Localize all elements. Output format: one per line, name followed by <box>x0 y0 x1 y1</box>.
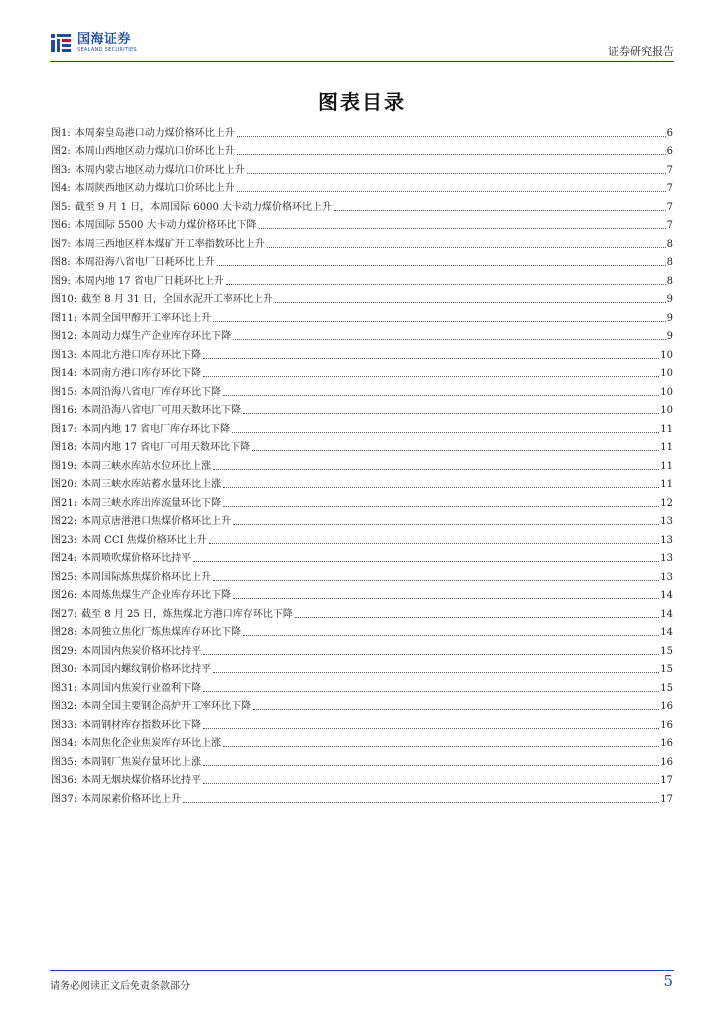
toc-entry-number: 13: <box>61 349 78 361</box>
toc-entry-label: 图 <box>51 627 61 638</box>
toc-entry-page: 6 <box>666 127 673 139</box>
toc-entry[interactable] <box>51 362 673 381</box>
toc-entry[interactable] <box>51 269 673 288</box>
toc-entry-page: 9 <box>666 331 673 342</box>
toc-entry-title: 本周国际 5500 大卡动力煤价格环比下降 <box>74 220 257 231</box>
toc-entry-number: 11: <box>61 312 78 324</box>
toc-leader-dots <box>259 228 666 229</box>
toc-entry-page: 10 <box>660 386 673 398</box>
toc-entry-label: 图 <box>51 775 61 786</box>
toc-entry-page: 13 <box>660 516 673 527</box>
toc-entry-page: 15 <box>660 664 673 675</box>
toc-entry[interactable] <box>51 769 673 788</box>
toc-entry-label: 图 <box>51 534 61 546</box>
toc-entry[interactable] <box>51 454 673 473</box>
toc-entry-label: 图 <box>51 664 61 675</box>
toc-entry[interactable] <box>51 232 673 251</box>
toc-entry-title: 本周京唐港港口焦煤价格环比上升 <box>81 516 232 527</box>
toc-leader-dots <box>243 635 659 636</box>
toc-entry-number: 35: <box>61 756 78 768</box>
toc-entry-label: 图 <box>51 183 61 194</box>
toc-entry[interactable] <box>51 214 673 233</box>
toc-entry-label: 图 <box>51 294 61 305</box>
toc-entry-title: 本周三峡水库站蓄水量环比上涨 <box>81 479 222 490</box>
toc-entry-number: 18: <box>61 442 78 453</box>
toc-entry-title: 本周喷吹煤价格环比持平 <box>81 553 192 564</box>
toc-entry-page: 13 <box>660 571 673 583</box>
toc-entry-title: 本周无烟块煤价格环比持平 <box>81 775 202 786</box>
toc-entry-number: 25: <box>61 571 78 583</box>
toc-entry-number: 30: <box>61 664 78 675</box>
toc-entry-title: 本周北方港口库存环比下降 <box>81 349 202 361</box>
toc-entry-label: 图 <box>51 793 61 805</box>
toc-entry[interactable] <box>51 510 673 529</box>
page-header <box>50 28 674 60</box>
toc-entry-page: 17 <box>660 793 673 805</box>
toc-entry[interactable] <box>51 547 673 566</box>
toc-leader-dots <box>213 580 659 581</box>
toc-entry-label: 图 <box>51 312 61 324</box>
toc-entry[interactable] <box>51 565 673 584</box>
toc-entry-page: 7 <box>666 220 673 231</box>
toc-entry[interactable] <box>51 121 673 140</box>
toc-entry-page: 10 <box>660 368 673 379</box>
toc-entry-page: 7 <box>666 183 673 194</box>
toc-entry-page: 16 <box>660 701 673 712</box>
toc-entry-title: 本周国内螺纹钢价格环比持平 <box>81 664 212 675</box>
toc-entry-label: 图 <box>51 423 61 435</box>
toc-leader-dots <box>252 450 659 451</box>
toc-entry-label: 图 <box>51 442 61 453</box>
toc-entry[interactable] <box>51 436 673 455</box>
toc-leader-dots <box>213 469 659 470</box>
toc-entry[interactable] <box>51 621 673 640</box>
toc-leader-dots <box>217 265 666 266</box>
toc-leader-dots <box>203 654 659 655</box>
toc-entry-page: 8 <box>666 238 673 250</box>
toc-entry-title: 本周内蒙古地区动力煤坑口价环比上升 <box>74 164 245 176</box>
toc-entry[interactable] <box>51 417 673 436</box>
toc-leader-dots <box>233 524 659 525</box>
toc-entry-label: 图 <box>51 405 61 416</box>
toc-entry-label: 图 <box>51 738 61 749</box>
toc-entry-title: 本周国际炼焦煤价格环比上升 <box>81 571 212 583</box>
toc-entry-label: 图 <box>51 146 61 157</box>
toc-entry[interactable] <box>51 195 673 214</box>
toc-entry[interactable] <box>51 602 673 621</box>
toc-entry[interactable] <box>51 158 673 177</box>
toc-entry-page: 14 <box>660 627 673 638</box>
toc-entry-label: 图 <box>51 201 61 213</box>
toc-entry-number: 32: <box>61 701 78 712</box>
toc-entry-title: 截至 9 月 1 日，本周国际 6000 大卡动力煤价格环比上升 <box>74 201 332 213</box>
toc-entry[interactable] <box>51 343 673 362</box>
toc-entry-title: 本周沿海八省电厂日耗环比上升 <box>74 257 215 268</box>
document-type: 证券研究报告 <box>608 45 674 58</box>
toc-entry[interactable] <box>51 676 673 695</box>
toc-entry-number: 16: <box>61 405 78 416</box>
toc-entry-label: 图 <box>51 608 61 620</box>
toc-leader-dots <box>226 284 666 285</box>
toc-leader-dots <box>237 154 666 155</box>
toc-entry[interactable] <box>51 177 673 196</box>
toc-entry-title: 本周独立焦化厂炼焦煤库存环比下降 <box>81 627 242 638</box>
toc-entry-title: 本周全国主要钢企高炉开工率环比下降 <box>81 701 252 712</box>
toc-entry-page: 17 <box>660 775 673 786</box>
toc-leader-dots <box>334 210 666 211</box>
toc-entry-label: 图 <box>51 331 61 342</box>
toc-entry[interactable] <box>51 713 673 732</box>
toc-entry-title: 本周钢材库存指数环比下降 <box>81 719 202 731</box>
toc-entry[interactable] <box>51 251 673 270</box>
toc-entry-number: 23: <box>61 534 78 546</box>
toc-entry-title: 本周沿海八省电厂可用天数环比下降 <box>81 405 242 416</box>
sealand-logo-icon <box>50 32 72 54</box>
toc-entry[interactable] <box>51 732 673 751</box>
toc-entry[interactable] <box>51 399 673 418</box>
toc-entry[interactable] <box>51 584 673 603</box>
toc-entry[interactable] <box>51 325 673 344</box>
toc-entry-page: 13 <box>660 534 673 546</box>
toc-entry-title: 本周国内焦炭价格环比持平 <box>81 645 202 657</box>
toc-leader-dots <box>223 746 659 747</box>
toc-entry-number: 34: <box>61 738 78 749</box>
footer-disclaimer: 请务必阅读正文后免责条款部分 <box>50 981 190 992</box>
toc-entry-number: 3: <box>61 164 71 176</box>
toc-entry-number: 36: <box>61 775 78 786</box>
toc-entry-page: 12 <box>660 497 673 509</box>
toc-entry-title: 本周尿素价格环比上升 <box>81 793 182 805</box>
toc-entry-number: 31: <box>61 682 78 694</box>
toc-entry[interactable] <box>51 140 673 159</box>
toc-entry-label: 图 <box>51 497 61 509</box>
toc-entry-number: 17: <box>61 423 78 435</box>
toc-entry[interactable] <box>51 528 673 547</box>
toc-leader-dots <box>203 376 659 377</box>
toc-entry-label: 图 <box>51 164 61 176</box>
toc-entry-title: 截至 8 月 31 日，全国水泥开工率环比上升 <box>81 294 273 305</box>
toc-entry-page: 10 <box>660 405 673 416</box>
toc-entry-page: 13 <box>660 553 673 564</box>
toc-entry-title: 本周三峡水库出库流量环比下降 <box>81 497 222 509</box>
toc-leader-dots <box>203 358 659 359</box>
toc-entry-page: 8 <box>666 257 673 268</box>
toc-entry[interactable] <box>51 380 673 399</box>
toc-entry[interactable] <box>51 750 673 769</box>
toc-entry-label: 图 <box>51 756 61 768</box>
toc-leader-dots <box>223 395 659 396</box>
toc-leader-dots <box>233 598 659 599</box>
toc-entry-number: 6: <box>61 220 71 231</box>
toc-entry-number: 19: <box>61 460 78 472</box>
toc-entry-number: 1: <box>61 127 71 139</box>
toc-entry[interactable] <box>51 288 673 307</box>
toc-entry-page: 14 <box>660 608 673 620</box>
toc-entry-page: 8 <box>666 275 673 287</box>
toc-leader-dots <box>209 543 660 544</box>
toc-leader-dots <box>183 802 659 803</box>
toc-entry-page: 11 <box>660 423 673 435</box>
toc-entry-label: 图 <box>51 553 61 564</box>
toc-entry-label: 图 <box>51 220 61 231</box>
toc-entry-page: 16 <box>660 738 673 749</box>
toc-entry-number: 4: <box>61 183 71 194</box>
toc-entry-label: 图 <box>51 479 61 490</box>
toc-entry[interactable] <box>51 658 673 677</box>
toc-entry-page: 6 <box>666 146 673 157</box>
toc-entry-title: 本周沿海八省电厂库存环比下降 <box>81 386 222 398</box>
company-logo <box>50 32 137 54</box>
toc-entry-page: 15 <box>660 645 673 657</box>
toc-entry-number: 12: <box>61 331 78 342</box>
toc-leader-dots <box>203 728 659 729</box>
toc-entry-title: 本周钢厂焦炭存量环比上涨 <box>81 756 202 768</box>
toc-entry-title: 本周三西地区样本煤矿开工率指数环比上升 <box>74 238 265 250</box>
toc-entry-title: 本周内地 17 省电厂库存环比下降 <box>81 423 231 435</box>
logo-english-name: SEALAND SECURITIES <box>77 47 137 53</box>
toc-leader-dots <box>295 617 659 618</box>
toc-entry[interactable] <box>51 306 673 325</box>
toc-leader-dots <box>247 173 666 174</box>
toc-entry-title: 本周三峡水库站水位环比上涨 <box>81 460 212 472</box>
toc-entry-title: 本周秦皇岛港口动力煤价格环比上升 <box>74 127 235 139</box>
toc-entry-number: 33: <box>61 719 78 731</box>
toc-entry-number: 22: <box>61 516 78 527</box>
toc-entry-page: 16 <box>660 719 673 731</box>
toc-leader-dots <box>223 506 659 507</box>
toc-leader-dots <box>237 191 666 192</box>
toc-entry-page: 11 <box>660 442 673 453</box>
toc-entry-number: 9: <box>61 275 71 287</box>
toc-entry-title: 本周南方港口库存环比下降 <box>81 368 202 379</box>
toc-entry-page: 16 <box>660 756 673 768</box>
toc-entry-label: 图 <box>51 682 61 694</box>
toc-entry-label: 图 <box>51 386 61 398</box>
toc-leader-dots <box>233 339 666 340</box>
toc-entry-number: 14: <box>61 368 78 379</box>
toc-entry-title: 本周 CCI 焦煤价格环比上升 <box>81 534 207 546</box>
toc-entry-label: 图 <box>51 349 61 361</box>
toc-entry-title: 本周山西地区动力煤坑口价环比上升 <box>74 146 235 157</box>
toc-entry-label: 图 <box>51 516 61 527</box>
toc-leader-dots <box>203 783 659 784</box>
toc-entry-number: 24: <box>61 553 78 564</box>
toc-entry-number: 20: <box>61 479 78 490</box>
toc-entry-label: 图 <box>51 275 61 287</box>
toc-entry-title: 本周焦化企业焦炭库存环比上涨 <box>81 738 222 749</box>
toc-entry-number: 29: <box>61 645 78 657</box>
toc-entry-title: 本周炼焦煤生产企业库存环比下降 <box>81 590 232 601</box>
page-number: 5 <box>663 972 673 990</box>
toc-leader-dots <box>203 765 659 766</box>
toc-entry-title: 本周内地 17 省电厂可用天数环比下降 <box>81 442 251 453</box>
toc-entry-number: 8: <box>61 257 71 268</box>
toc-leader-dots <box>253 709 659 710</box>
toc-entry-number: 5: <box>61 201 71 213</box>
toc-entry-title: 本周内地 17 省电厂日耗环比上升 <box>74 275 224 287</box>
toc-entry-label: 图 <box>51 701 61 712</box>
toc-entry-label: 图 <box>51 645 61 657</box>
toc-entry[interactable] <box>51 787 673 806</box>
toc-entry-page: 9 <box>666 294 673 305</box>
toc-entry-number: 37: <box>61 793 78 805</box>
toc-entry-number: 21: <box>61 497 78 509</box>
toc-entry-page: 9 <box>666 312 673 324</box>
toc-entry-title: 本周全国甲醇开工率环比上升 <box>81 312 212 324</box>
toc-entry-number: 28: <box>61 627 78 638</box>
toc-leader-dots <box>267 247 666 248</box>
toc-entry-number: 26: <box>61 590 78 601</box>
toc-leader-dots <box>203 691 659 692</box>
toc-leader-dots <box>237 136 666 137</box>
figure-index-list <box>51 121 673 806</box>
toc-entry-page: 7 <box>666 201 673 213</box>
toc-leader-dots <box>243 413 659 414</box>
toc-entry-number: 27: <box>61 608 78 620</box>
footer-divider <box>50 970 674 971</box>
toc-entry-page: 7 <box>666 164 673 176</box>
toc-entry-label: 图 <box>51 127 61 139</box>
toc-entry-page: 11 <box>660 460 673 472</box>
toc-leader-dots <box>193 561 659 562</box>
toc-entry-label: 图 <box>51 257 61 268</box>
toc-leader-dots <box>223 487 659 488</box>
toc-entry-label: 图 <box>51 238 61 250</box>
toc-entry-label: 图 <box>51 571 61 583</box>
toc-entry-title: 截至 8 月 25 日，炼焦煤北方港口库存环比下降 <box>81 608 293 620</box>
toc-entry-number: 2: <box>61 146 71 157</box>
toc-entry-page: 10 <box>660 349 673 361</box>
toc-entry[interactable] <box>51 491 673 510</box>
toc-entry-label: 图 <box>51 460 61 472</box>
toc-entry-title: 本周国内焦炭行业盈利下降 <box>81 682 202 694</box>
header-divider <box>50 61 674 62</box>
toc-entry[interactable] <box>51 473 673 492</box>
page-title: 图表目录 <box>318 90 406 114</box>
toc-entry-page: 14 <box>660 590 673 601</box>
toc-entry-page: 11 <box>660 479 673 490</box>
toc-entry-title: 本周动力煤生产企业库存环比下降 <box>81 331 232 342</box>
toc-entry-number: 10: <box>61 294 78 305</box>
toc-entry-label: 图 <box>51 719 61 731</box>
toc-entry-number: 7: <box>61 238 71 250</box>
toc-entry-number: 15: <box>61 386 78 398</box>
toc-leader-dots <box>213 321 666 322</box>
toc-entry-label: 图 <box>51 368 61 379</box>
toc-leader-dots <box>232 432 659 433</box>
toc-entry-label: 图 <box>51 590 61 601</box>
toc-leader-dots <box>213 672 659 673</box>
toc-entry[interactable] <box>51 695 673 714</box>
toc-entry-page: 15 <box>660 682 673 694</box>
toc-leader-dots <box>275 302 666 303</box>
toc-entry-title: 本周陕西地区动力煤坑口价环比上升 <box>74 183 235 194</box>
logo-chinese-name: 国海证券 <box>77 32 132 47</box>
toc-entry[interactable] <box>51 639 673 658</box>
